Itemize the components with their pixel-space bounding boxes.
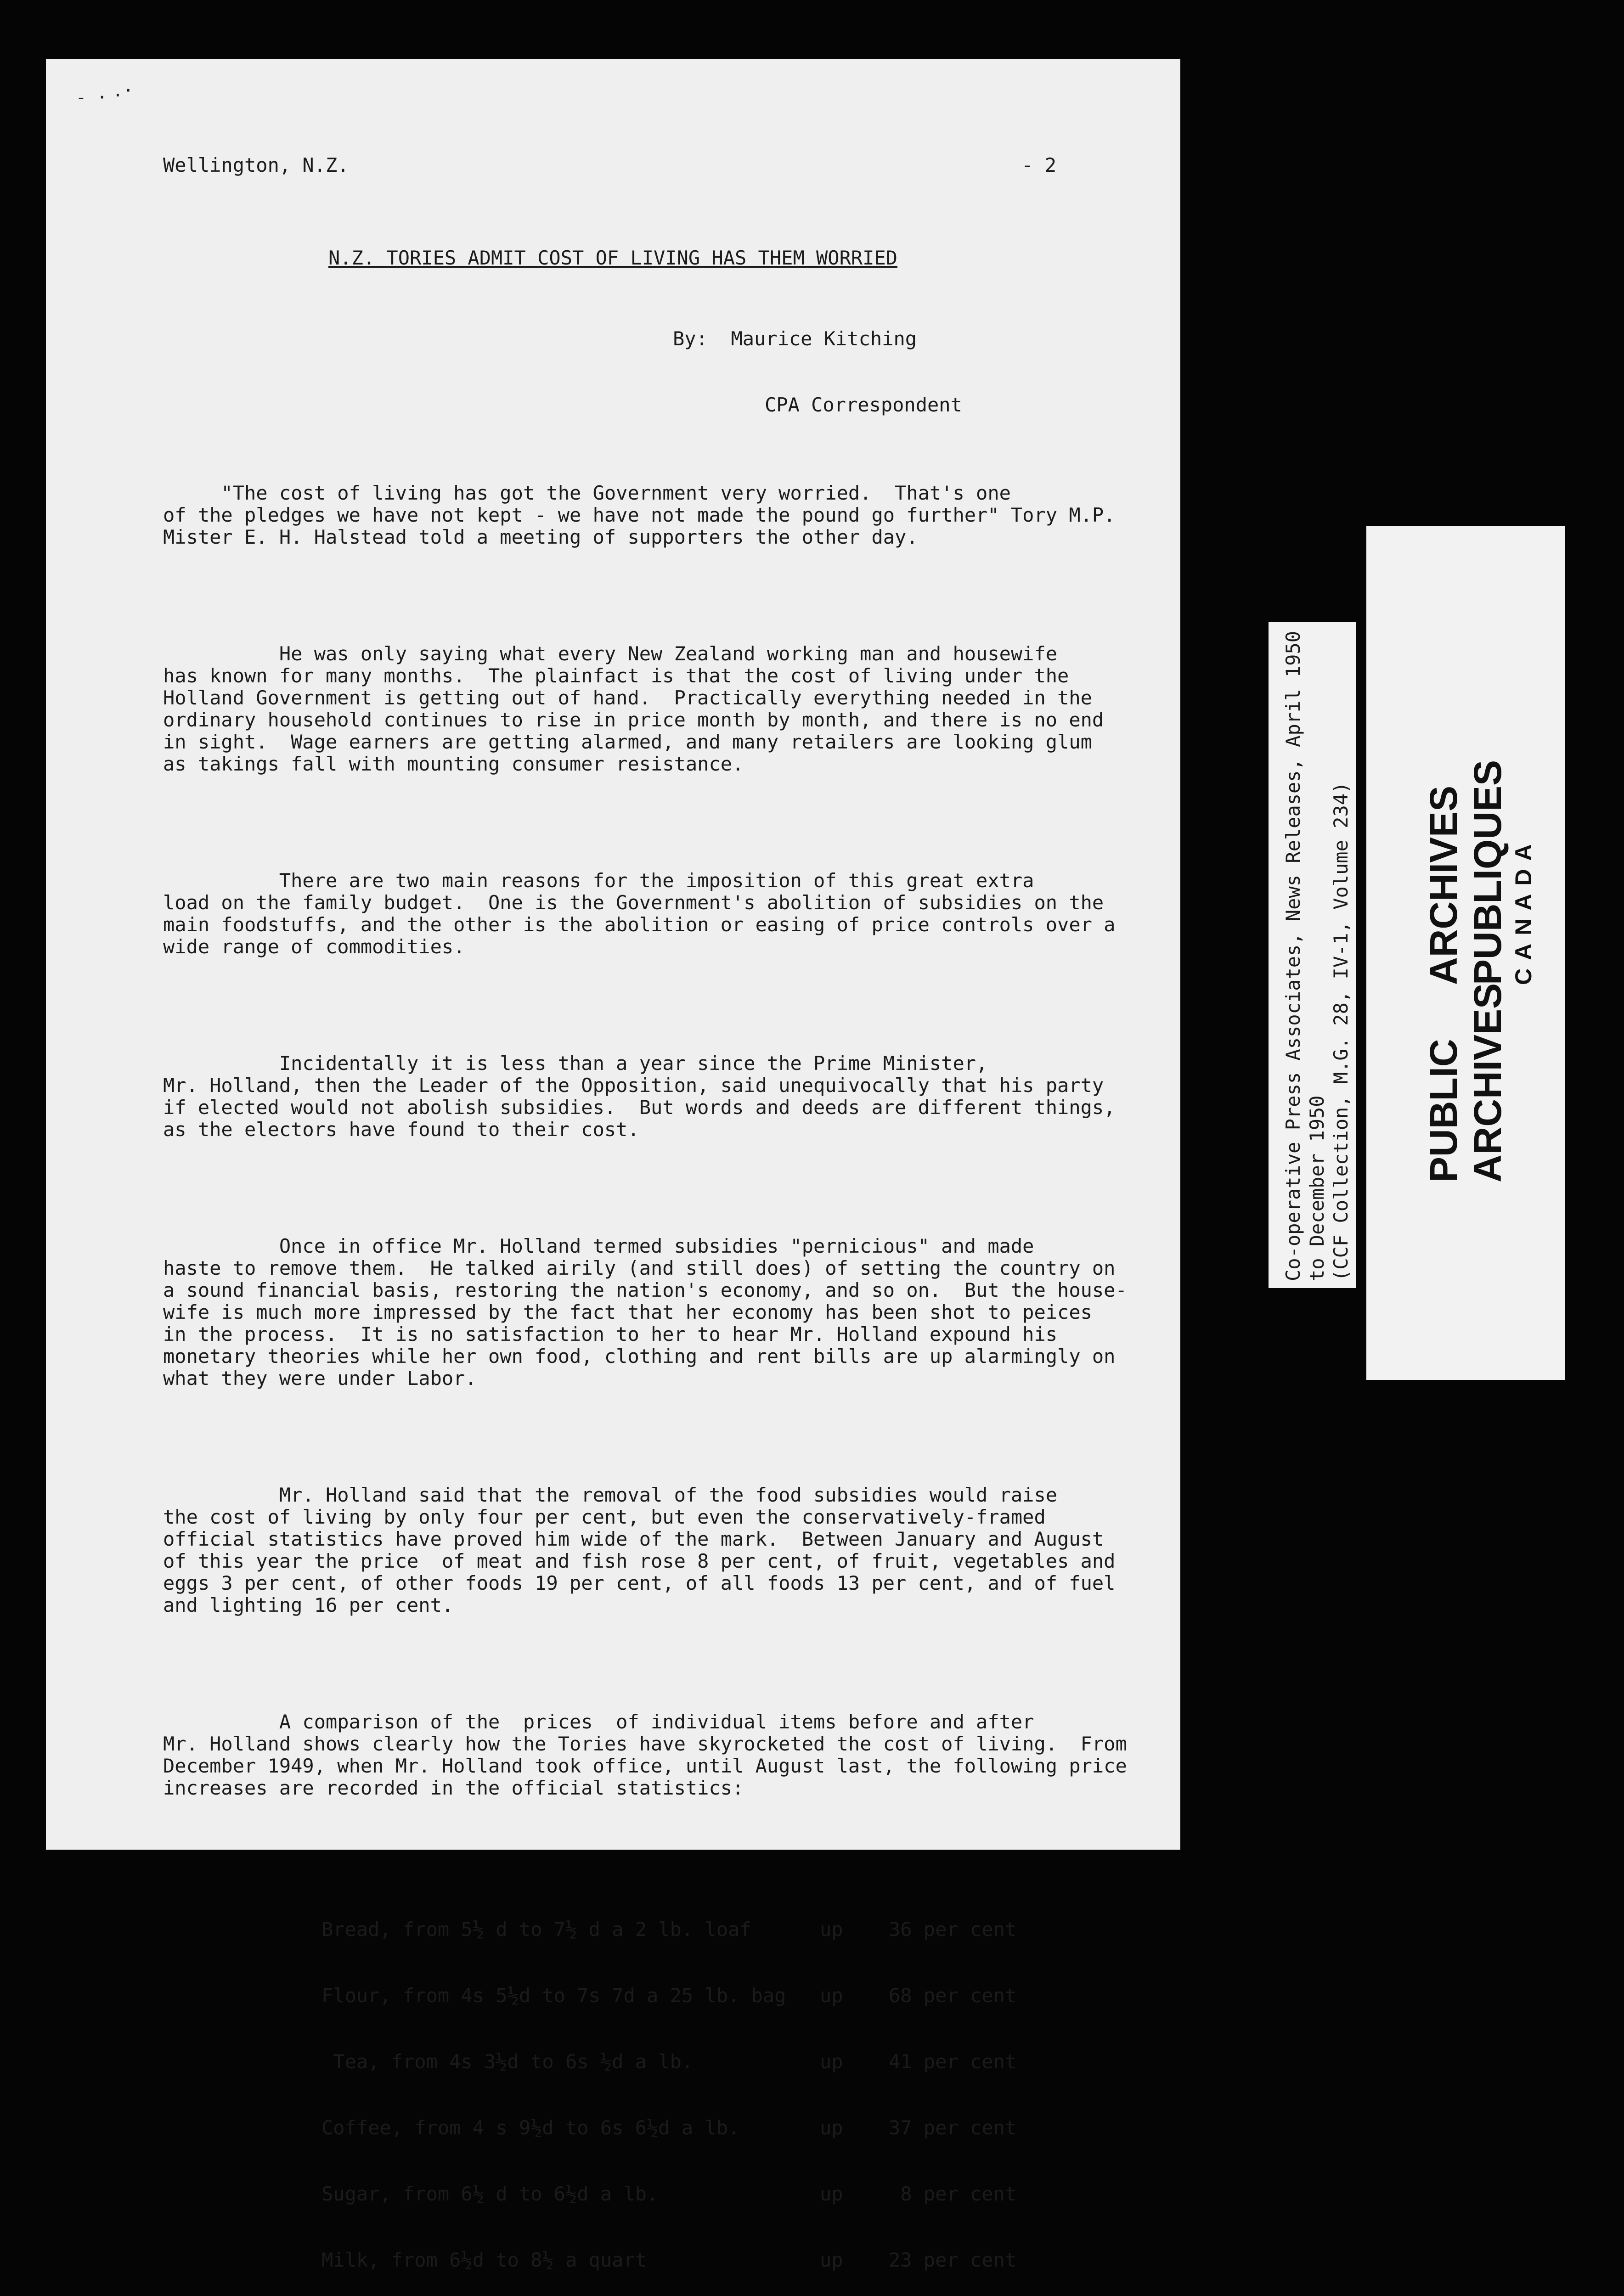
document-text	[163, 110, 1127, 2296]
price-percent: 68 per cent	[889, 1984, 1017, 2007]
price-item: Tea, from 4s 3½d to 6s ½d a lb.	[321, 2050, 694, 2073]
price-row	[321, 2249, 1118, 2271]
price-direction: up	[820, 1984, 843, 2007]
punch-mark-icon: .·	[113, 80, 134, 101]
paragraph: Incidentally it is less than a year since the Prime Minister, Mr. Holland, then the Leader of the Opposition, said unequivocally that his party if elected would not abolish subsidies. But words and deeds are different things, as the electors have found to their cost.	[163, 1052, 1116, 1141]
paragraph: "The cost of living has got the Government very worried. That's one of the pledges we have not kept - we have not made the pound go further" Tory M.P. Mister E. H. Halstead told a meeting of supporters the other day.	[163, 482, 1116, 548]
archive-stamp-word: ARCHIVES	[1422, 785, 1465, 985]
archive-stamp-row	[1466, 723, 1510, 1182]
byline-role: CPA Correspondent	[765, 394, 962, 416]
price-item: Milk, from 6½d to 8½ a quart	[321, 2249, 647, 2271]
price-row	[321, 2051, 1118, 2073]
paragraph: A comparison of the prices of individual items before and after Mr. Holland shows clearly how the Tories have skyrocketed the cost of living. From December 1949, when Mr. Holland took office, until August last, the following price increases are recorded in the official statistics:	[163, 1711, 1127, 1799]
price-list	[321, 1874, 1118, 2296]
price-row	[321, 1985, 1118, 2007]
article-title: N.Z. TORIES ADMIT COST OF LIVING HAS THEM WORRIED	[328, 247, 898, 269]
paragraph: He was only saying what every New Zealand working man and housewife has known for many months. The plainfact is that the cost of living under the Holland Government is getting out of hand. Practically everything needed in the ordinary household continues to rise in price month by month, and there is no end in sight. Wage earners are getting alarmed, and many retailers are looking glum as takings fall with mounting consumer resistance.	[163, 642, 1104, 775]
price-row	[321, 2183, 1118, 2205]
paragraph: Once in office Mr. Holland termed subsidies "pernicious" and made haste to remove them. He talked airily (and still does) of setting the country on a sound financial basis, restoring the nation's economy, and so on. But the house- wife is much more impressed by the fact that her economy has been shot to peices in the process. It is no satisfaction to her to hear Mr. Holland expound his monetary theories while her own food, clothing and rent bills are up alarmingly on what they were under Labor.	[163, 1235, 1127, 1390]
price-percent: 37 per cent	[889, 2116, 1017, 2139]
archive-stamp-word: PUBLIQUES	[1466, 760, 1509, 985]
price-direction: up	[820, 1918, 843, 1941]
archive-stamp-word: ARCHIVES	[1466, 983, 1509, 1182]
price-row	[321, 1919, 1118, 1941]
byline	[163, 328, 1118, 350]
price-direction: up	[820, 2050, 843, 2073]
paragraph: Mr. Holland said that the removal of the food subsidies would raise the cost of living by only four per cent, but even the conservatively-framed official statistics have proved him wide of the mark. Between January and August of this year the price of meat and fish rose 8 per cent, of fruit, vegetables and eggs 3 per cent, of other foods 19 per cent, of all foods 13 per cent, and of fuel and lighting 16 per cent.	[163, 1484, 1116, 1616]
price-direction: up	[820, 2116, 843, 2139]
location-line: Wellington, N.Z.	[163, 154, 349, 176]
price-direction: up	[820, 2183, 843, 2205]
collection-label-text: Co-operative Press Associates, News Releases, April 1950 to December 1950 (CCF Collection, M.G. 28, IV-1, Volume 234)	[1282, 630, 1352, 1281]
paragraph: There are two main reasons for the imposition of this great extra load on the family budget. One is the Government's abolition of subsidies on the main foodstuffs, and the other is the abolition or easing of price controls over a wide range of commodities.	[163, 869, 1116, 958]
price-row	[321, 2117, 1118, 2139]
byline-by: By:	[673, 327, 708, 350]
archive-stamp-text	[1421, 723, 1537, 1182]
price-direction: up	[820, 2249, 843, 2271]
price-percent: 8 per cent	[889, 2183, 1017, 2205]
price-item: Coffee, from 4 s 9½d to 6s 6½d a lb.	[321, 2116, 740, 2139]
archive-stamp-country: CANADA	[1511, 836, 1536, 985]
byline-author: Maurice Kitching	[731, 327, 917, 350]
price-percent: 36 per cent	[889, 1918, 1017, 1941]
price-item: Bread, from 5½ d to 7½ d a 2 lb. loaf	[321, 1918, 751, 1941]
price-percent: 41 per cent	[889, 2050, 1017, 2073]
punch-mark-icon: - ·	[76, 87, 107, 107]
archive-stamp-word: PUBLIC	[1422, 1039, 1465, 1182]
archive-stamp-row	[1421, 723, 1466, 1182]
price-percent: 23 per cent	[889, 2249, 1017, 2271]
page-number: - 2	[1021, 154, 1056, 176]
price-item: Sugar, from 6½ d to 6½d a lb.	[321, 2183, 659, 2205]
price-item: Flour, from 4s 5½d to 7s 7d a 25 lb. bag	[321, 1984, 786, 2007]
